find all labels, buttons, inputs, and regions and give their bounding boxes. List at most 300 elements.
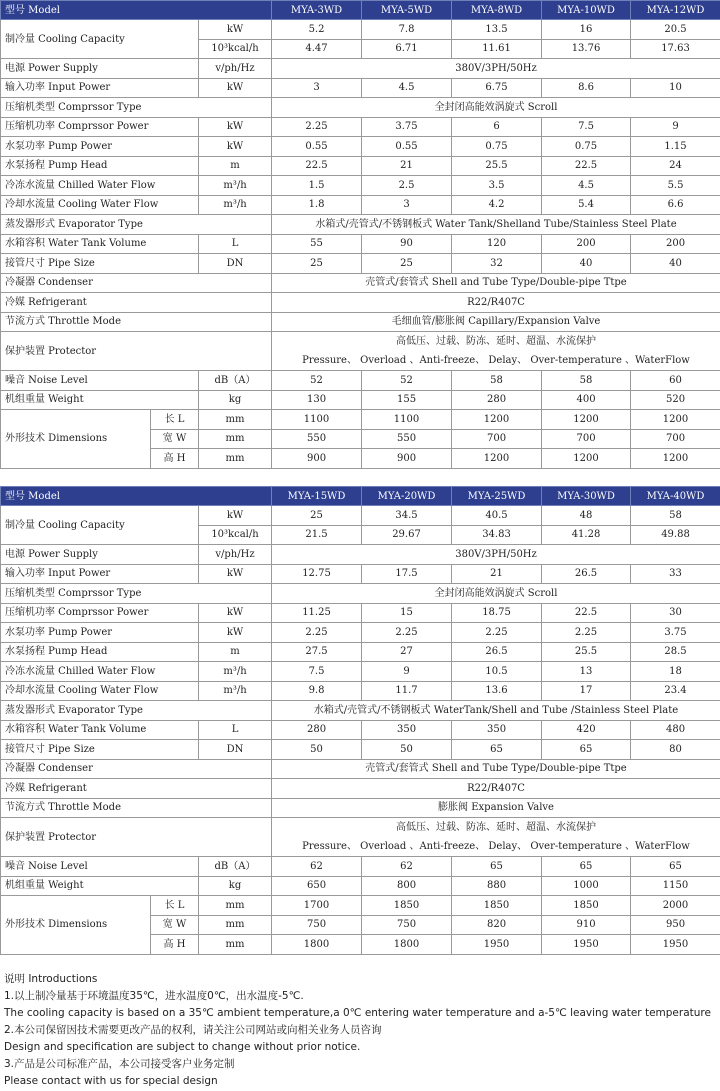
weight-label: 机组重量 Weight xyxy=(1,876,199,896)
unit-cell: L xyxy=(199,720,272,740)
power-supply-value: 380V/3PH/50Hz xyxy=(272,545,720,565)
condenser-label: 冷凝器 Condenser xyxy=(1,273,272,293)
refrigerant-value: R22/R407C xyxy=(272,293,720,313)
value-cell: 950 xyxy=(631,915,720,935)
weight-row xyxy=(1,390,720,410)
dim-sub-label: 长 L xyxy=(151,896,199,916)
input-power-label: 输入功率 Input Power xyxy=(1,564,199,584)
value-cell: 820 xyxy=(452,915,542,935)
value-cell: 65 xyxy=(452,740,542,760)
value-cell: 4.5 xyxy=(542,176,631,196)
value-cell: 62 xyxy=(272,857,362,877)
value-cell: 520 xyxy=(631,390,720,410)
value-cell: 2.25 xyxy=(272,117,362,137)
value-cell: 25 xyxy=(272,506,362,526)
unit-cell: kW xyxy=(199,117,272,137)
tank-volume-label: 水箱容积 Water Tank Volume xyxy=(1,720,199,740)
dimensions-label: 外形技术 Dimensions xyxy=(1,896,151,955)
protector-cn: 高低压、过载、防冻、延时、超温、水流保护 xyxy=(396,822,597,833)
power-supply-label: 电源 Power Supply xyxy=(1,545,199,565)
value-cell: 65 xyxy=(631,857,720,877)
unit-cell: kg xyxy=(199,876,272,896)
value-cell: 40.5 xyxy=(452,506,542,526)
power-supply-row xyxy=(1,545,720,565)
model-row xyxy=(1,1,720,20)
dim-sub-label: 高 H xyxy=(151,935,199,955)
unit-cell: m³/h xyxy=(199,662,272,682)
refrigerant-label: 冷媒 Refrigerant xyxy=(1,779,272,799)
unit-cell: L xyxy=(199,234,272,254)
value-cell: 480 xyxy=(631,720,720,740)
value-cell: 11.25 xyxy=(272,603,362,623)
compressor-power-row xyxy=(1,603,720,623)
value-cell: 90 xyxy=(362,234,452,254)
dim-sub-label: 宽 W xyxy=(151,429,199,449)
dim-sub-label: 高 H xyxy=(151,449,199,469)
value-cell: 700 xyxy=(452,429,542,449)
pipe-size-label: 接管尺寸 Pipe Size xyxy=(1,254,199,274)
value-cell: 5.2 xyxy=(272,20,362,40)
condenser-row xyxy=(1,759,720,779)
value-cell: 1200 xyxy=(631,410,720,430)
unit-cell: kW xyxy=(199,137,272,157)
value-cell: 10.5 xyxy=(452,662,542,682)
value-cell: 3 xyxy=(362,195,452,215)
refrigerant-label: 冷媒 Refrigerant xyxy=(1,293,272,313)
protector-value xyxy=(272,818,720,857)
value-cell: 49.88 xyxy=(631,525,720,545)
value-cell: 22.5 xyxy=(542,603,631,623)
value-cell: 900 xyxy=(362,449,452,469)
condenser-label: 冷凝器 Condenser xyxy=(1,759,272,779)
model-label: 型号 Model xyxy=(1,487,272,506)
value-cell: 23.4 xyxy=(631,681,720,701)
model-name: MYA-25WD xyxy=(452,487,542,506)
protector-value xyxy=(272,332,720,371)
compressor-power-label: 压缩机功率 Comprssor Power xyxy=(1,603,199,623)
value-cell: 200 xyxy=(631,234,720,254)
compressor-type-label: 压缩机类型 Comprssor Type xyxy=(1,584,272,604)
value-cell: 28.5 xyxy=(631,642,720,662)
value-cell: 2.5 xyxy=(362,176,452,196)
value-cell: 3.75 xyxy=(631,623,720,643)
value-cell: 1850 xyxy=(362,896,452,916)
value-cell: 1100 xyxy=(272,410,362,430)
value-cell: 17.5 xyxy=(362,564,452,584)
value-cell: 27 xyxy=(362,642,452,662)
value-cell: 1950 xyxy=(631,935,720,955)
tank-volume-row xyxy=(1,720,720,740)
value-cell: 7.5 xyxy=(272,662,362,682)
input-power-row xyxy=(1,78,720,98)
value-cell: 7.8 xyxy=(362,20,452,40)
value-cell: 0.75 xyxy=(542,137,631,157)
model-name: MYA-5WD xyxy=(362,1,452,20)
unit-cell: mm xyxy=(199,449,272,469)
unit-cell: m³/h xyxy=(199,176,272,196)
value-cell: 20.5 xyxy=(631,20,720,40)
value-cell: 550 xyxy=(362,429,452,449)
value-cell: 29.67 xyxy=(362,525,452,545)
protector-en: Pressure、 Overload 、Anti-freeze、 Delay、 Over-temperature 、WaterFlow xyxy=(302,355,690,366)
unit-cell: mm xyxy=(199,915,272,935)
weight-row xyxy=(1,876,720,896)
value-cell: 350 xyxy=(452,720,542,740)
unit-cell: mm xyxy=(199,935,272,955)
value-cell: 6.6 xyxy=(631,195,720,215)
unit-cell: mm xyxy=(199,429,272,449)
note-line: 1.以上制冷量基于环境温度35℃，进水温度0℃，出水温度-5℃. xyxy=(4,990,304,1002)
pump-head-row xyxy=(1,156,720,176)
value-cell: 40 xyxy=(631,254,720,274)
compressor-type-row xyxy=(1,584,720,604)
value-cell: 130 xyxy=(272,390,362,410)
protector-cn: 高低压、过载、防冻、延时、超温、水流保护 xyxy=(396,336,597,347)
value-cell: 50 xyxy=(362,740,452,760)
value-cell: 3.75 xyxy=(362,117,452,137)
unit-cell: DN xyxy=(199,254,272,274)
value-cell: 22.5 xyxy=(272,156,362,176)
refrigerant-value: R22/R407C xyxy=(272,779,720,799)
value-cell: 52 xyxy=(272,371,362,391)
unit-cell: m³/h xyxy=(199,195,272,215)
value-cell: 12.75 xyxy=(272,564,362,584)
value-cell: 4.5 xyxy=(362,78,452,98)
pump-power-label: 水泵功率 Pump Power xyxy=(1,137,199,157)
spec-table-1 xyxy=(0,0,720,469)
pipe-size-label: 接管尺寸 Pipe Size xyxy=(1,740,199,760)
value-cell: 33 xyxy=(631,564,720,584)
model-name: MYA-3WD xyxy=(272,1,362,20)
value-cell: 21 xyxy=(452,564,542,584)
unit-cell: mm xyxy=(199,410,272,430)
value-cell: 0.55 xyxy=(362,137,452,157)
dim-sub-label: 长 L xyxy=(151,410,199,430)
value-cell: 2.25 xyxy=(452,623,542,643)
throttle-label: 节流方式 Throttle Mode xyxy=(1,798,272,818)
unit-cell: kW xyxy=(199,623,272,643)
value-cell: 120 xyxy=(452,234,542,254)
compressor-type-value: 全封闭高能效涡旋式 Scroll xyxy=(272,584,720,604)
dimensions-label: 外形技术 Dimensions xyxy=(1,410,151,469)
pump-power-label: 水泵功率 Pump Power xyxy=(1,623,199,643)
value-cell: 65 xyxy=(542,857,631,877)
value-cell: 0.75 xyxy=(452,137,542,157)
value-cell: 48 xyxy=(542,506,631,526)
value-cell: 41.28 xyxy=(542,525,631,545)
model-name: MYA-20WD xyxy=(362,487,452,506)
value-cell: 1700 xyxy=(272,896,362,916)
chilled-water-label: 冷冻水流量 Chilled Water Flow xyxy=(1,662,199,682)
refrigerant-row xyxy=(1,779,720,799)
value-cell: 400 xyxy=(542,390,631,410)
value-cell: 17 xyxy=(542,681,631,701)
value-cell: 1100 xyxy=(362,410,452,430)
model-name: MYA-12WD xyxy=(631,1,720,20)
unit-cell: v/ph/Hz xyxy=(199,545,272,565)
value-cell: 2.25 xyxy=(542,623,631,643)
value-cell: 65 xyxy=(542,740,631,760)
pump-head-row xyxy=(1,642,720,662)
value-cell: 700 xyxy=(542,429,631,449)
throttle-value: 毛细血管/膨胀阀 Capillary/Expansion Valve xyxy=(272,312,720,332)
power-supply-value: 380V/3PH/50Hz xyxy=(272,59,720,79)
value-cell: 650 xyxy=(272,876,362,896)
throttle-label: 节流方式 Throttle Mode xyxy=(1,312,272,332)
value-cell: 280 xyxy=(272,720,362,740)
note-line: Design and specification are subject to change without prior notice. xyxy=(4,1041,361,1053)
chilled-water-row xyxy=(1,662,720,682)
chilled-water-row xyxy=(1,176,720,196)
unit-cell: m³/h xyxy=(199,681,272,701)
value-cell: 1950 xyxy=(452,935,542,955)
unit-cell: 10³kcal/h xyxy=(199,525,272,545)
model-name: MYA-30WD xyxy=(542,487,631,506)
value-cell: 2000 xyxy=(631,896,720,916)
throttle-row xyxy=(1,798,720,818)
value-cell: 910 xyxy=(542,915,631,935)
note-line: 2.本公司保留因技术需要更改产品的权利，请关注公司网站或向相关业务人员咨询 xyxy=(4,1024,382,1036)
throttle-value: 膨胀阀 Expansion Valve xyxy=(272,798,720,818)
model-row xyxy=(1,487,720,506)
unit-cell: 10³kcal/h xyxy=(199,39,272,59)
value-cell: 21.5 xyxy=(272,525,362,545)
cooling-water-row xyxy=(1,195,720,215)
value-cell: 16 xyxy=(542,20,631,40)
notes-section xyxy=(4,971,718,1090)
value-cell: 1000 xyxy=(542,876,631,896)
value-cell: 9 xyxy=(362,662,452,682)
value-cell: 30 xyxy=(631,603,720,623)
value-cell: 11.7 xyxy=(362,681,452,701)
cooling-kw-row xyxy=(1,506,720,526)
value-cell: 9.8 xyxy=(272,681,362,701)
value-cell: 13.5 xyxy=(452,20,542,40)
value-cell: 15 xyxy=(362,603,452,623)
refrigerant-row xyxy=(1,293,720,313)
unit-cell: DN xyxy=(199,740,272,760)
value-cell: 1850 xyxy=(452,896,542,916)
protector-row xyxy=(1,818,720,857)
value-cell: 750 xyxy=(362,915,452,935)
value-cell: 1950 xyxy=(542,935,631,955)
protector-label: 保护装置 Protector xyxy=(1,332,272,371)
model-name: MYA-15WD xyxy=(272,487,362,506)
value-cell: 1850 xyxy=(542,896,631,916)
value-cell: 4.2 xyxy=(452,195,542,215)
value-cell: 800 xyxy=(362,876,452,896)
unit-cell: v/ph/Hz xyxy=(199,59,272,79)
pump-power-row xyxy=(1,137,720,157)
unit-cell: mm xyxy=(199,896,272,916)
evaporator-label: 蒸发器形式 Evaporator Type xyxy=(1,215,272,235)
compressor-power-label: 压缩机功率 Comprssor Power xyxy=(1,117,199,137)
value-cell: 550 xyxy=(272,429,362,449)
noise-label: 噪音 Noise Level xyxy=(1,371,199,391)
power-supply-label: 电源 Power Supply xyxy=(1,59,199,79)
protector-label: 保护装置 Protector xyxy=(1,818,272,857)
value-cell: 13.6 xyxy=(452,681,542,701)
value-cell: 1200 xyxy=(542,410,631,430)
compressor-type-label: 压缩机类型 Comprssor Type xyxy=(1,98,272,118)
value-cell: 3 xyxy=(272,78,362,98)
unit-cell: kW xyxy=(199,506,272,526)
pump-head-label: 水泵扬程 Pump Head xyxy=(1,156,199,176)
value-cell: 58 xyxy=(631,506,720,526)
unit-cell: kW xyxy=(199,78,272,98)
tank-volume-row xyxy=(1,234,720,254)
cooling-water-label: 冷却水流量 Cooling Water Flow xyxy=(1,681,199,701)
evaporator-row xyxy=(1,701,720,721)
value-cell: 13.76 xyxy=(542,39,631,59)
evaporator-value: 水箱式/壳管式/不锈钢板式 WaterTank/Shell and Tube /Stainless Steel Plate xyxy=(272,701,720,721)
value-cell: 6.71 xyxy=(362,39,452,59)
evaporator-row xyxy=(1,215,720,235)
evaporator-value: 水箱式/壳管式/不锈钢板式 Water Tank/Shelland Tube/Stainless Steel Plate xyxy=(272,215,720,235)
notes-title: 说明 Introductions xyxy=(4,973,98,985)
value-cell: 0.55 xyxy=(272,137,362,157)
value-cell: 155 xyxy=(362,390,452,410)
length-row xyxy=(1,410,720,430)
value-cell: 1800 xyxy=(272,935,362,955)
value-cell: 420 xyxy=(542,720,631,740)
value-cell: 18 xyxy=(631,662,720,682)
unit-cell: kW xyxy=(199,20,272,40)
length-row xyxy=(1,896,720,916)
value-cell: 34.83 xyxy=(452,525,542,545)
protector-en: Pressure、 Overload 、Anti-freeze、 Delay、 Over-temperature 、WaterFlow xyxy=(302,841,690,852)
spec-table-2 xyxy=(0,486,720,955)
value-cell: 40 xyxy=(542,254,631,274)
cooling-kw-row xyxy=(1,20,720,40)
value-cell: 32 xyxy=(452,254,542,274)
input-power-row xyxy=(1,564,720,584)
value-cell: 65 xyxy=(452,857,542,877)
value-cell: 58 xyxy=(542,371,631,391)
value-cell: 4.47 xyxy=(272,39,362,59)
value-cell: 50 xyxy=(272,740,362,760)
unit-cell: dB（A） xyxy=(199,857,272,877)
note-line: The cooling capacity is based on a 35℃ ambient temperature,a 0℃ entering water temperature and a-5℃ leaving water temperature xyxy=(4,1007,711,1019)
value-cell: 52 xyxy=(362,371,452,391)
value-cell: 25 xyxy=(362,254,452,274)
value-cell: 900 xyxy=(272,449,362,469)
cooling-capacity-label: 制冷量 Cooling Capacity xyxy=(1,20,199,59)
value-cell: 17.63 xyxy=(631,39,720,59)
value-cell: 80 xyxy=(631,740,720,760)
value-cell: 21 xyxy=(362,156,452,176)
value-cell: 1800 xyxy=(362,935,452,955)
unit-cell: kW xyxy=(199,603,272,623)
value-cell: 1.8 xyxy=(272,195,362,215)
power-supply-row xyxy=(1,59,720,79)
dim-sub-label: 宽 W xyxy=(151,915,199,935)
value-cell: 1.5 xyxy=(272,176,362,196)
value-cell: 25.5 xyxy=(452,156,542,176)
unit-cell: dB（A） xyxy=(199,371,272,391)
value-cell: 880 xyxy=(452,876,542,896)
evaporator-label: 蒸发器形式 Evaporator Type xyxy=(1,701,272,721)
value-cell: 34.5 xyxy=(362,506,452,526)
value-cell: 55 xyxy=(272,234,362,254)
pipe-size-row xyxy=(1,254,720,274)
value-cell: 1200 xyxy=(542,449,631,469)
model-name: MYA-10WD xyxy=(542,1,631,20)
value-cell: 26.5 xyxy=(542,564,631,584)
value-cell: 5.5 xyxy=(631,176,720,196)
tank-volume-label: 水箱容积 Water Tank Volume xyxy=(1,234,199,254)
value-cell: 58 xyxy=(452,371,542,391)
cooling-capacity-label: 制冷量 Cooling Capacity xyxy=(1,506,199,545)
value-cell: 700 xyxy=(631,429,720,449)
throttle-row xyxy=(1,312,720,332)
note-line: Please contact with us for special design xyxy=(4,1075,218,1087)
value-cell: 750 xyxy=(272,915,362,935)
value-cell: 11.61 xyxy=(452,39,542,59)
chilled-water-label: 冷冻水流量 Chilled Water Flow xyxy=(1,176,199,196)
value-cell: 25 xyxy=(272,254,362,274)
condenser-value: 壳管式/套管式 Shell and Tube Type/Double-pipe Ttpe xyxy=(272,759,720,779)
value-cell: 1150 xyxy=(631,876,720,896)
value-cell: 13 xyxy=(542,662,631,682)
noise-row xyxy=(1,371,720,391)
value-cell: 22.5 xyxy=(542,156,631,176)
value-cell: 18.75 xyxy=(452,603,542,623)
value-cell: 2.25 xyxy=(362,623,452,643)
pump-power-row xyxy=(1,623,720,643)
value-cell: 2.25 xyxy=(272,623,362,643)
value-cell: 1200 xyxy=(452,449,542,469)
value-cell: 26.5 xyxy=(452,642,542,662)
value-cell: 1.15 xyxy=(631,137,720,157)
unit-cell: kg xyxy=(199,390,272,410)
value-cell: 9 xyxy=(631,117,720,137)
value-cell: 200 xyxy=(542,234,631,254)
noise-row xyxy=(1,857,720,877)
model-name: MYA-40WD xyxy=(631,487,720,506)
value-cell: 62 xyxy=(362,857,452,877)
value-cell: 6 xyxy=(452,117,542,137)
value-cell: 5.4 xyxy=(542,195,631,215)
value-cell: 350 xyxy=(362,720,452,740)
model-name: MYA-8WD xyxy=(452,1,542,20)
unit-cell: m xyxy=(199,156,272,176)
weight-label: 机组重量 Weight xyxy=(1,390,199,410)
compressor-type-row xyxy=(1,98,720,118)
value-cell: 7.5 xyxy=(542,117,631,137)
value-cell: 60 xyxy=(631,371,720,391)
compressor-type-value: 全封闭高能效涡旋式 Scroll xyxy=(272,98,720,118)
value-cell: 280 xyxy=(452,390,542,410)
value-cell: 6.75 xyxy=(452,78,542,98)
model-label: 型号 Model xyxy=(1,1,272,20)
value-cell: 25.5 xyxy=(542,642,631,662)
unit-cell: m xyxy=(199,642,272,662)
value-cell: 10 xyxy=(631,78,720,98)
cooling-water-row xyxy=(1,681,720,701)
protector-row xyxy=(1,332,720,371)
condenser-row xyxy=(1,273,720,293)
unit-cell: kW xyxy=(199,564,272,584)
pipe-size-row xyxy=(1,740,720,760)
pump-head-label: 水泵扬程 Pump Head xyxy=(1,642,199,662)
value-cell: 1200 xyxy=(452,410,542,430)
noise-label: 噪音 Noise Level xyxy=(1,857,199,877)
value-cell: 8.6 xyxy=(542,78,631,98)
value-cell: 3.5 xyxy=(452,176,542,196)
condenser-value: 壳管式/套管式 Shell and Tube Type/Double-pipe Ttpe xyxy=(272,273,720,293)
value-cell: 24 xyxy=(631,156,720,176)
